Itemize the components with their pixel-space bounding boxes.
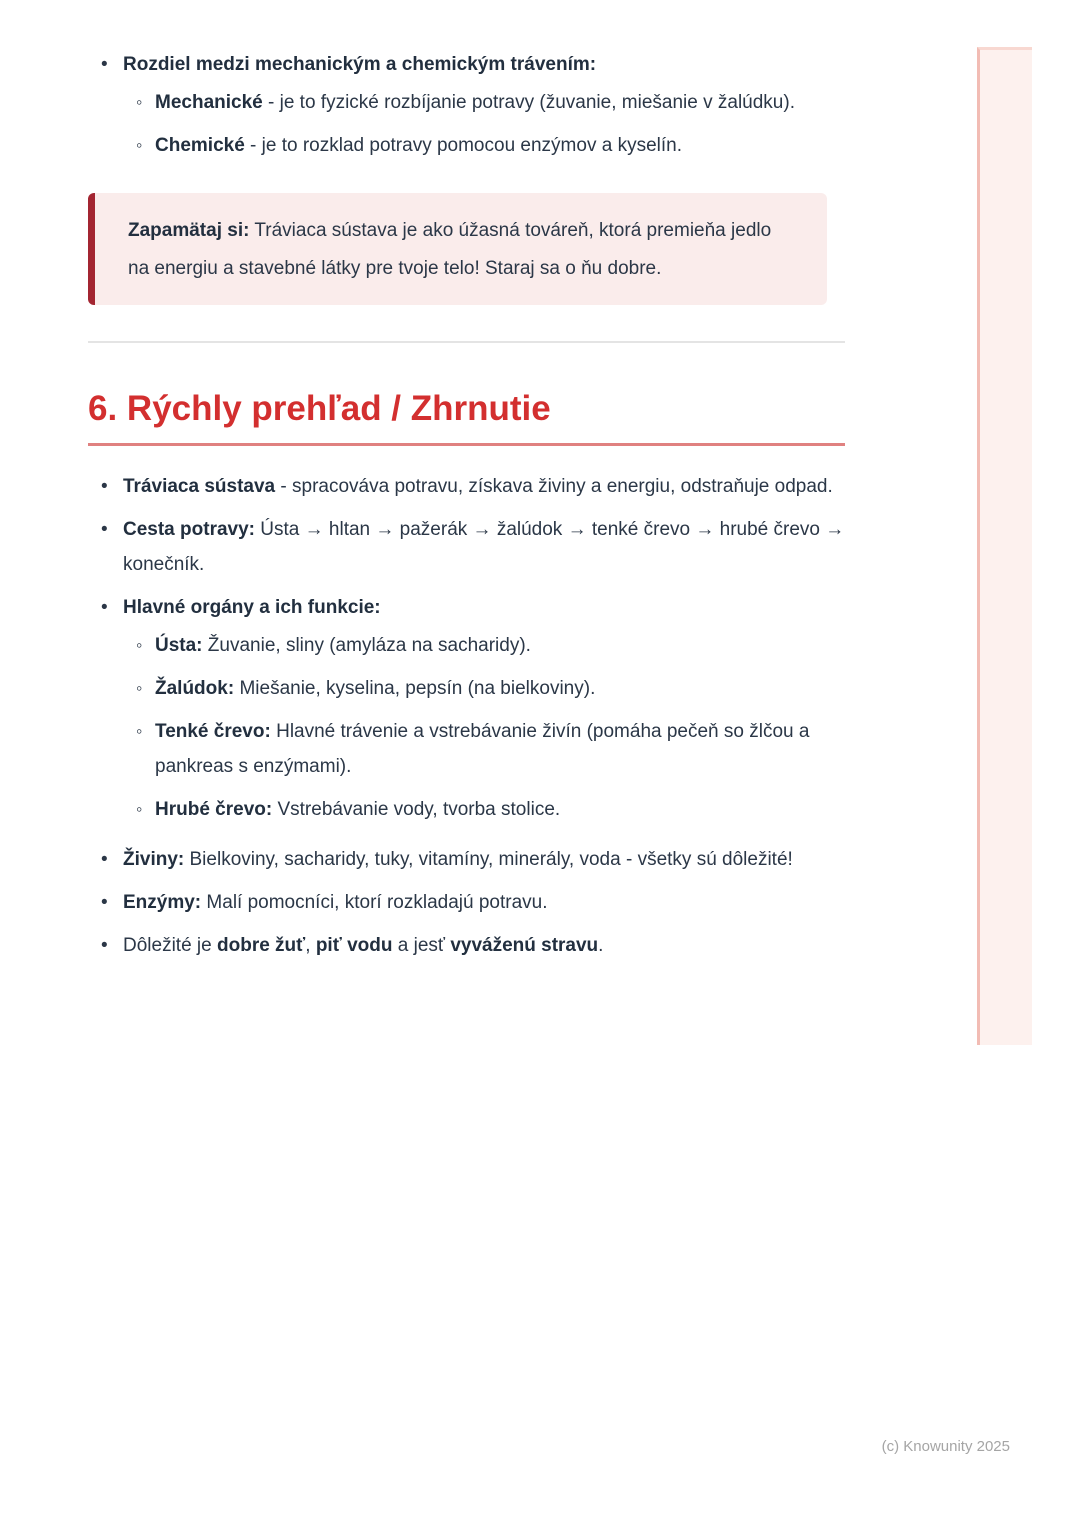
- bold-text-segment: Hrubé črevo:: [155, 799, 273, 820]
- text-segment: Miešanie, kyselina, pepsín (na bielkoviny).: [234, 678, 596, 699]
- bold-text-segment: Tráviaca sústava: [123, 476, 276, 497]
- sub-list-item: [123, 671, 845, 706]
- text-segment: ,: [305, 935, 316, 956]
- list-item: [88, 885, 845, 920]
- sub-list-item: [123, 792, 845, 827]
- bold-text-segment: Enzýmy:: [123, 892, 202, 913]
- sub-list-item: [123, 85, 845, 120]
- remember-callout-text: [128, 220, 771, 279]
- list-item: [88, 512, 845, 582]
- text-segment: Dôležité je: [123, 935, 217, 956]
- section-heading: 6. Rýchly prehľad / Zhrnutie: [88, 389, 845, 446]
- list-item: [88, 842, 845, 877]
- bold-text-segment: Cesta potravy:: [123, 519, 255, 540]
- sub-list-item: [123, 128, 845, 163]
- bold-text-segment: Živiny:: [123, 849, 185, 870]
- sub-list: [123, 628, 845, 827]
- sub-list-item: [123, 714, 845, 784]
- text-segment: Hlavné trávenie a vstrebávanie živín (pomáha pečeň so žlčou a pankreas s enzýmami).: [155, 721, 810, 777]
- remember-callout: [88, 193, 827, 305]
- bold-text-segment: Zapamätaj si:: [128, 220, 250, 241]
- bold-text-segment: Mechanické: [155, 92, 263, 113]
- bold-text-segment: dobre žuť: [217, 935, 306, 956]
- list-item: [88, 928, 845, 963]
- text-segment: Bielkoviny, sacharidy, tuky, vitamíny, minerály, voda - všetky sú dôležité!: [184, 849, 793, 870]
- bold-text-segment: vyváženú stravu: [450, 935, 599, 956]
- section-divider: [88, 341, 845, 343]
- decorative-side-strip: [977, 47, 1032, 1045]
- text-segment: Malí pomocníci, ktorí rozkladajú potravu.: [201, 892, 548, 913]
- sub-list-item: [123, 628, 845, 663]
- text-segment: - je to fyzické rozbíjanie potravy (žuvanie, miešanie v žalúdku).: [262, 92, 795, 113]
- bold-text-segment: Chemické: [155, 135, 245, 156]
- summary-list: [88, 469, 845, 963]
- bold-text-segment: Rozdiel medzi mechanickým a chemickým trávením:: [123, 54, 597, 75]
- bold-text-segment: Žalúdok:: [155, 678, 235, 699]
- text-segment: Ústa → hltan → pažerák → žalúdok → tenké črevo → hrubé črevo → konečník.: [123, 519, 845, 575]
- text-segment: Tráviaca sústava je ako úžasná továreň, ktorá premieňa jedlo na energiu a stavebné látky pre tvoje telo! Staraj sa o ňu dobre.: [128, 220, 772, 279]
- bold-text-segment: piť vodu: [315, 935, 393, 956]
- text-segment: .: [598, 935, 604, 956]
- page-content: [88, 0, 845, 971]
- comparison-list: [88, 47, 845, 163]
- bold-text-segment: Ústa:: [155, 635, 203, 656]
- bold-text-segment: Tenké črevo:: [155, 721, 271, 742]
- list-item: [88, 590, 845, 827]
- list-item: [88, 47, 845, 163]
- text-segment: - spracováva potravu, získava živiny a energiu, odstraňuje odpad.: [275, 476, 833, 497]
- text-segment: Žuvanie, sliny (amyláza na sacharidy).: [202, 635, 531, 656]
- copyright-footer: (c) Knowunity 2025: [881, 1438, 1010, 1455]
- list-item: [88, 469, 845, 504]
- sub-list: [123, 85, 845, 163]
- text-segment: - je to rozklad potravy pomocou enzýmov a kyselín.: [244, 135, 682, 156]
- text-segment: Vstrebávanie vody, tvorba stolice.: [272, 799, 561, 820]
- bold-text-segment: Hlavné orgány a ich funkcie:: [123, 597, 381, 618]
- text-segment: a jesť: [392, 935, 451, 956]
